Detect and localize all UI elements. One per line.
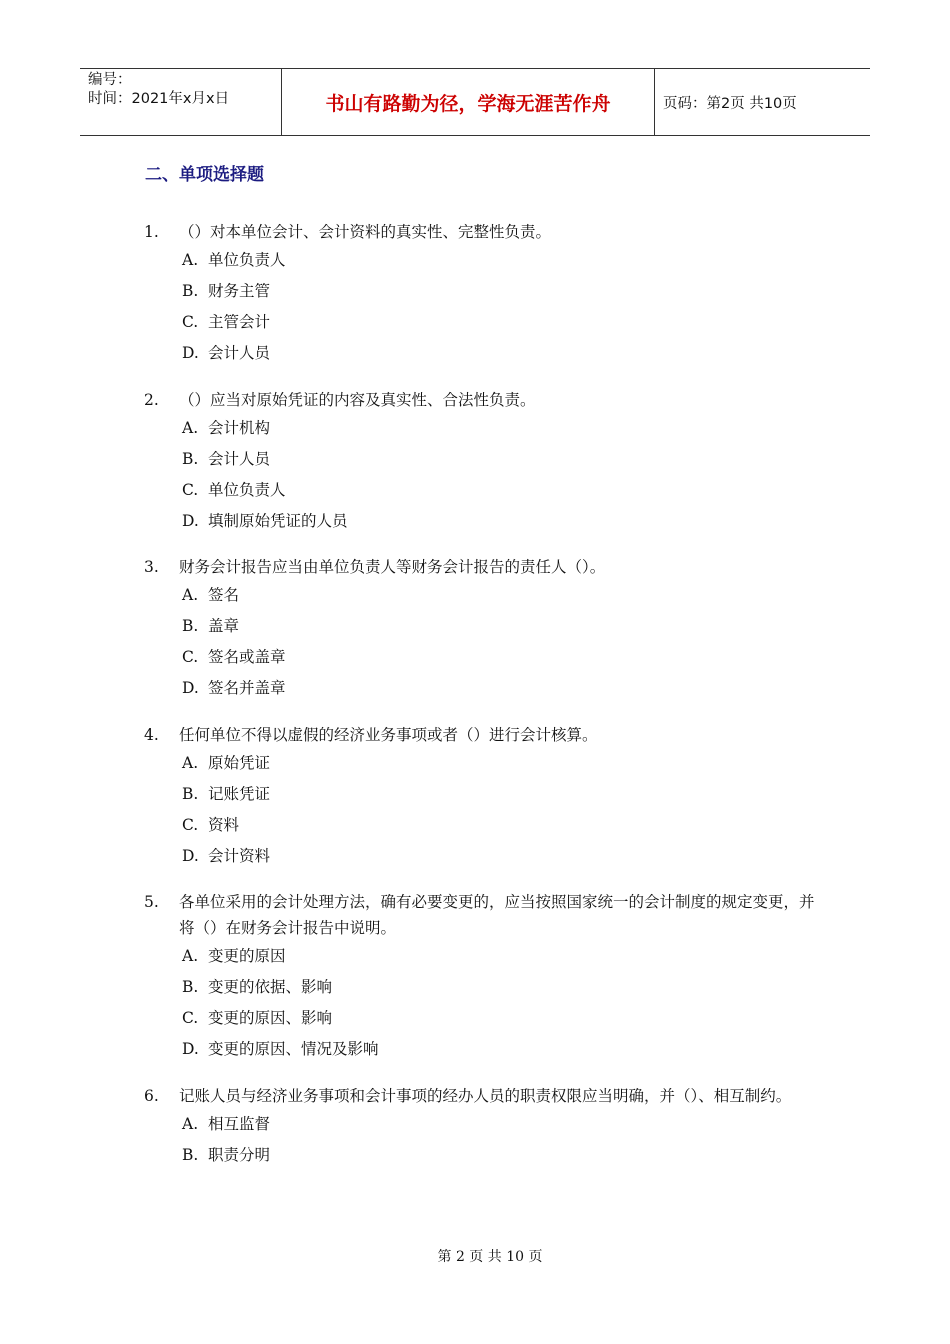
option-letter: B. [182, 282, 199, 300]
option-letter: A. [182, 1114, 199, 1133]
option-text: 单位负责人 [208, 251, 286, 269]
question-number: 2. [144, 390, 159, 409]
option-text: 签名 [208, 586, 240, 604]
section-title: 二、单项选择题 [145, 165, 264, 185]
question-item [0, 219, 950, 369]
option-text: 会计资料 [208, 846, 271, 865]
answer-option [0, 580, 950, 611]
option-letter: D. [182, 1040, 199, 1058]
page-footer: 第 2 页 共 10 页 [437, 1249, 543, 1265]
question-number: 3. [144, 558, 159, 576]
option-letter: C. [182, 1009, 199, 1027]
question-number: 6. [144, 1086, 159, 1105]
option-letter: B. [182, 1145, 199, 1164]
option-letter: C. [182, 815, 199, 834]
question-stem [0, 889, 819, 941]
answer-option [0, 413, 950, 444]
option-letter: B. [182, 978, 199, 996]
option-text: 变更的原因、影响 [208, 1009, 333, 1027]
page-header [80, 68, 870, 136]
header-page-info: 页码：第2页 共10页 [663, 95, 797, 112]
option-letter: D. [182, 846, 199, 865]
option-letter: B. [182, 784, 199, 803]
answer-option [0, 841, 950, 872]
answer-option [0, 1109, 950, 1140]
option-letter: D. [182, 511, 199, 530]
answer-option [0, 1034, 950, 1065]
answer-option [0, 506, 950, 537]
answer-option [0, 307, 950, 338]
question-stem [0, 1083, 819, 1109]
option-text: 会计机构 [208, 418, 271, 437]
option-text: 会计人员 [208, 449, 271, 468]
answer-option [0, 941, 950, 972]
option-text: 原始凭证 [208, 753, 271, 772]
question-list [0, 219, 950, 1188]
option-letter: D. [182, 679, 199, 697]
answer-option [0, 338, 950, 369]
answer-option [0, 642, 950, 673]
option-letter: C. [182, 648, 199, 666]
option-text: 职责分明 [208, 1145, 271, 1164]
question-stem [0, 387, 819, 413]
option-text: 会计人员 [208, 344, 271, 362]
option-text: 填制原始凭证的人员 [208, 511, 348, 530]
option-text: 财务主管 [208, 282, 271, 300]
answer-option [0, 779, 950, 810]
option-text: 相互监督 [208, 1114, 271, 1133]
question-item [0, 889, 950, 1065]
option-text: 单位负责人 [208, 480, 286, 499]
question-text: 财务会计报告应当由单位负责人等财务会计报告的责任人（）。 [179, 558, 606, 576]
answer-option [0, 245, 950, 276]
question-text: 各单位采用的会计处理方法，确有必要变更的，应当按照国家统一的会计制度的规定变更，并将（）在财务会计报告中说明。 [179, 893, 815, 937]
answer-option [0, 748, 950, 779]
option-letter: A. [182, 586, 199, 604]
option-text: 记账凭证 [208, 784, 271, 803]
question-item [0, 722, 950, 872]
option-letter: B. [182, 449, 199, 468]
question-text: （）对本单位会计、会计资料的真实性、完整性负责。 [179, 223, 552, 241]
question-text: 记账人员与经济业务事项和会计事项的经办人员的职责权限应当明确，并（）、相互制约。 [179, 1086, 792, 1105]
option-letter: A. [182, 251, 199, 269]
question-number: 1. [144, 223, 159, 241]
option-text: 资料 [208, 815, 240, 834]
question-number: 5. [144, 893, 159, 911]
answer-option [0, 1003, 950, 1034]
option-text: 变更的依据、影响 [208, 978, 333, 996]
number-label: 编号： [88, 72, 132, 88]
answer-option [0, 972, 950, 1003]
option-letter: B. [182, 617, 199, 635]
question-item [0, 554, 950, 704]
option-text: 变更的原因、情况及影响 [208, 1040, 379, 1058]
header-meta [80, 69, 282, 135]
answer-option [0, 1140, 950, 1171]
question-stem [0, 219, 819, 245]
option-letter: A. [182, 947, 199, 965]
option-text: 签名并盖章 [208, 679, 286, 697]
question-stem [0, 722, 819, 748]
option-letter: C. [182, 480, 199, 499]
option-letter: A. [182, 753, 199, 772]
question-item [0, 1083, 950, 1171]
answer-option [0, 810, 950, 841]
time-label: 时间：2021年x月x日 [88, 91, 230, 107]
answer-option [0, 611, 950, 642]
answer-option [0, 673, 950, 704]
answer-option [0, 444, 950, 475]
option-text: 主管会计 [208, 313, 271, 331]
option-text: 盖章 [208, 617, 240, 635]
question-number: 4. [144, 725, 159, 744]
option-letter: A. [182, 418, 199, 437]
question-text: （）应当对原始凭证的内容及真实性、合法性负责。 [179, 390, 536, 409]
header-motto: 书山有路勤为径，学海无涯苦作舟 [282, 69, 655, 135]
option-letter: C. [182, 313, 199, 331]
question-item [0, 387, 950, 537]
option-letter: D. [182, 344, 199, 362]
option-text: 签名或盖章 [208, 648, 286, 666]
question-stem [0, 554, 819, 580]
answer-option [0, 475, 950, 506]
question-text: 任何单位不得以虚假的经济业务事项或者（）进行会计核算。 [179, 725, 598, 744]
answer-option [0, 276, 950, 307]
option-text: 变更的原因 [208, 947, 286, 965]
